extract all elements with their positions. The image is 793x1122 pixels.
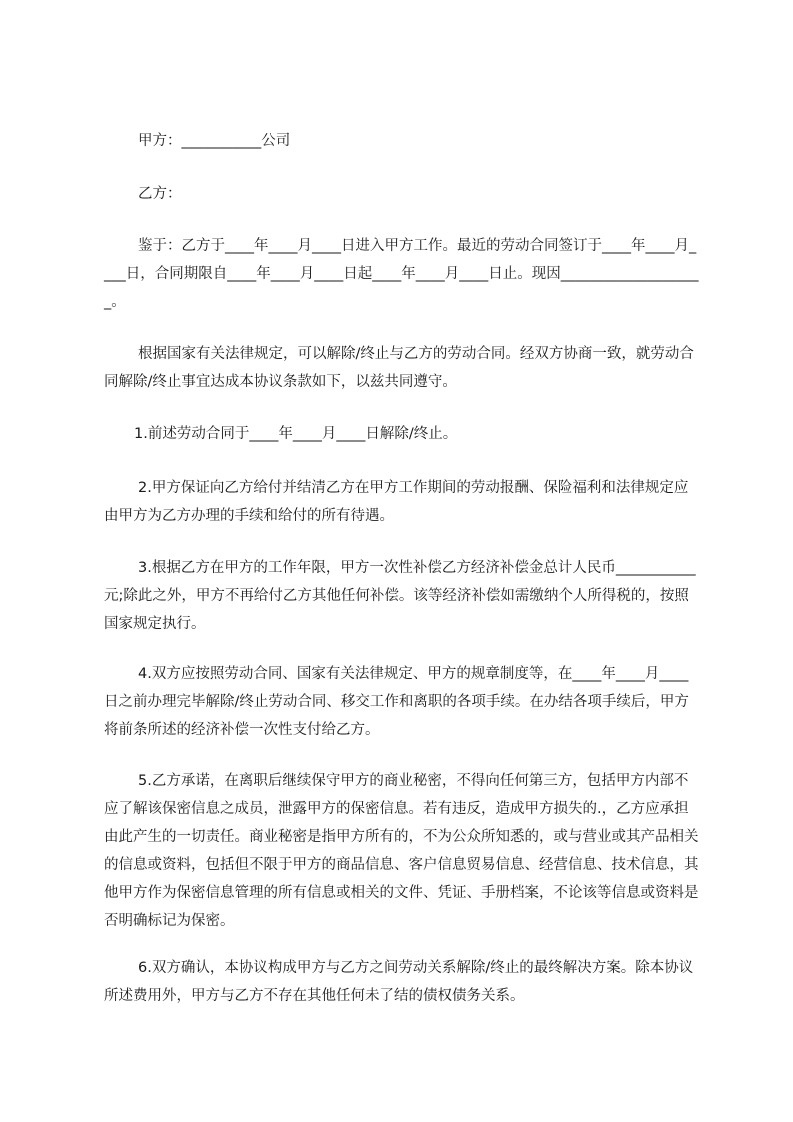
preamble-paragraph: 根据国家有关法律规定，可以解除/终止与乙方的劳动合同。经双方协商一致，就劳动合同解除/终止事宜达成本协议条款如下，以兹共同遵守。 <box>104 346 694 390</box>
party-a-line: 甲方：___________公司 <box>138 133 291 149</box>
clause-5: 5.乙方承诺，在离职后继续保守甲方的商业秘密，不得向任何第三方，包括甲方内部不应了解该保密信息之成员，泄露甲方的保密信息。若有违反，造成甲方损失的.，乙方应承担由此产生的一切责任。商业秘密是指甲方所有的，不为公众所知悉的，或与营业或其产品相关的信息或资料，包括但不限于甲方的商品信息、客户信息贸易信息、经营信息、技术信息，其他甲方作为保密信息管理的所有信息或相关的文件、凭证、手册档案，不论该等信息或资料是否明确标记为保密。 <box>104 773 699 929</box>
clause-3: 3.根据乙方在甲方的工作年限，甲方一次性补偿乙方经济补偿金总计人民币___________元;除此之外，甲方不再给付乙方其他任何补偿。该等经济补偿如需缴纳个人所得税的，按照国家规定执行。 <box>104 560 696 632</box>
clause-2: 2.甲方保证向乙方给付并结清乙方在甲方工作期间的劳动报酬、保险福利和法律规定应由甲方为乙方办理的手续和给付的所有待遇。 <box>104 480 689 524</box>
clause-1: 1.前述劳动合同于____年____月____日解除/终止。 <box>134 426 458 442</box>
clause-6: 6.双方确认，本协议构成甲方与乙方之间劳动关系解除/终止的最终解决方案。除本协议所述费用外，甲方与乙方不存在其他任何未了结的债权债务关系。 <box>104 960 694 1004</box>
whereas-paragraph: 鉴于：乙方于____年____月____日进入甲方工作。最近的劳动合同签订于____年____月____日，合同期限自____年____月____日起____年____月____日止。现因____________________。 <box>104 238 699 310</box>
party-b-line: 乙方： <box>138 186 182 202</box>
clause-4: 4.双方应按照劳动合同、国家有关法律规定、甲方的规章制度等，在____年____月____日之前办理完毕解除/终止劳动合同、移交工作和离职的各项手续。在办结各项手续后，甲方将前条所述的经济补偿一次性支付给乙方。 <box>104 666 689 738</box>
